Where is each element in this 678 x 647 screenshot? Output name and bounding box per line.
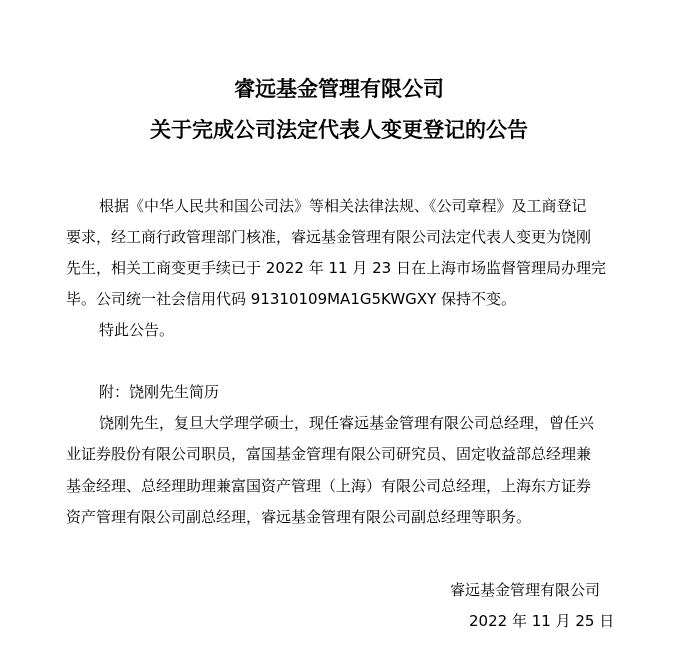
signature-company: 睿远基金管理有限公司 <box>450 581 601 599</box>
paragraph-line: 先生，相关工商变更手续已于 2022 年 11 月 23 日在上海市场监督管理局办理完 <box>66 259 606 277</box>
resume-line: 饶刚先生，复旦大学理学硕士，现任睿远基金管理有限公司总经理，曾任兴 <box>99 414 595 432</box>
document-title-line-2: 关于完成公司法定代表人变更登记的公告 <box>150 118 528 142</box>
resume-line: 资产管理有限公司副总经理，睿远基金管理有限公司副总经理等职务。 <box>66 508 532 526</box>
closing-statement: 特此公告。 <box>99 321 175 339</box>
paragraph-line: 根据《中华人民共和国公司法》等相关法律法规、《公司章程》及工商登记 <box>99 197 587 215</box>
resume-line: 业证券股份有限公司职员，富国基金管理有限公司研究员、固定收益部总经理兼 <box>66 445 592 463</box>
resume-line: 基金经理、总经理助理兼富国资产管理（上海）有限公司总经理，上海东方证券 <box>66 477 592 495</box>
paragraph-line: 毕。公司统一社会信用代码 91310109MA1G5KWGXY 保持不变。 <box>66 290 516 308</box>
paragraph-line: 要求，经工商行政管理部门核准，睿远基金管理有限公司法定代表人变更为饶刚 <box>66 228 592 246</box>
document-title-line-1: 睿远基金管理有限公司 <box>234 77 444 101</box>
signature-date: 2022 年 11 月 25 日 <box>469 612 615 630</box>
appendix-heading: 附：饶刚先生简历 <box>99 383 220 401</box>
